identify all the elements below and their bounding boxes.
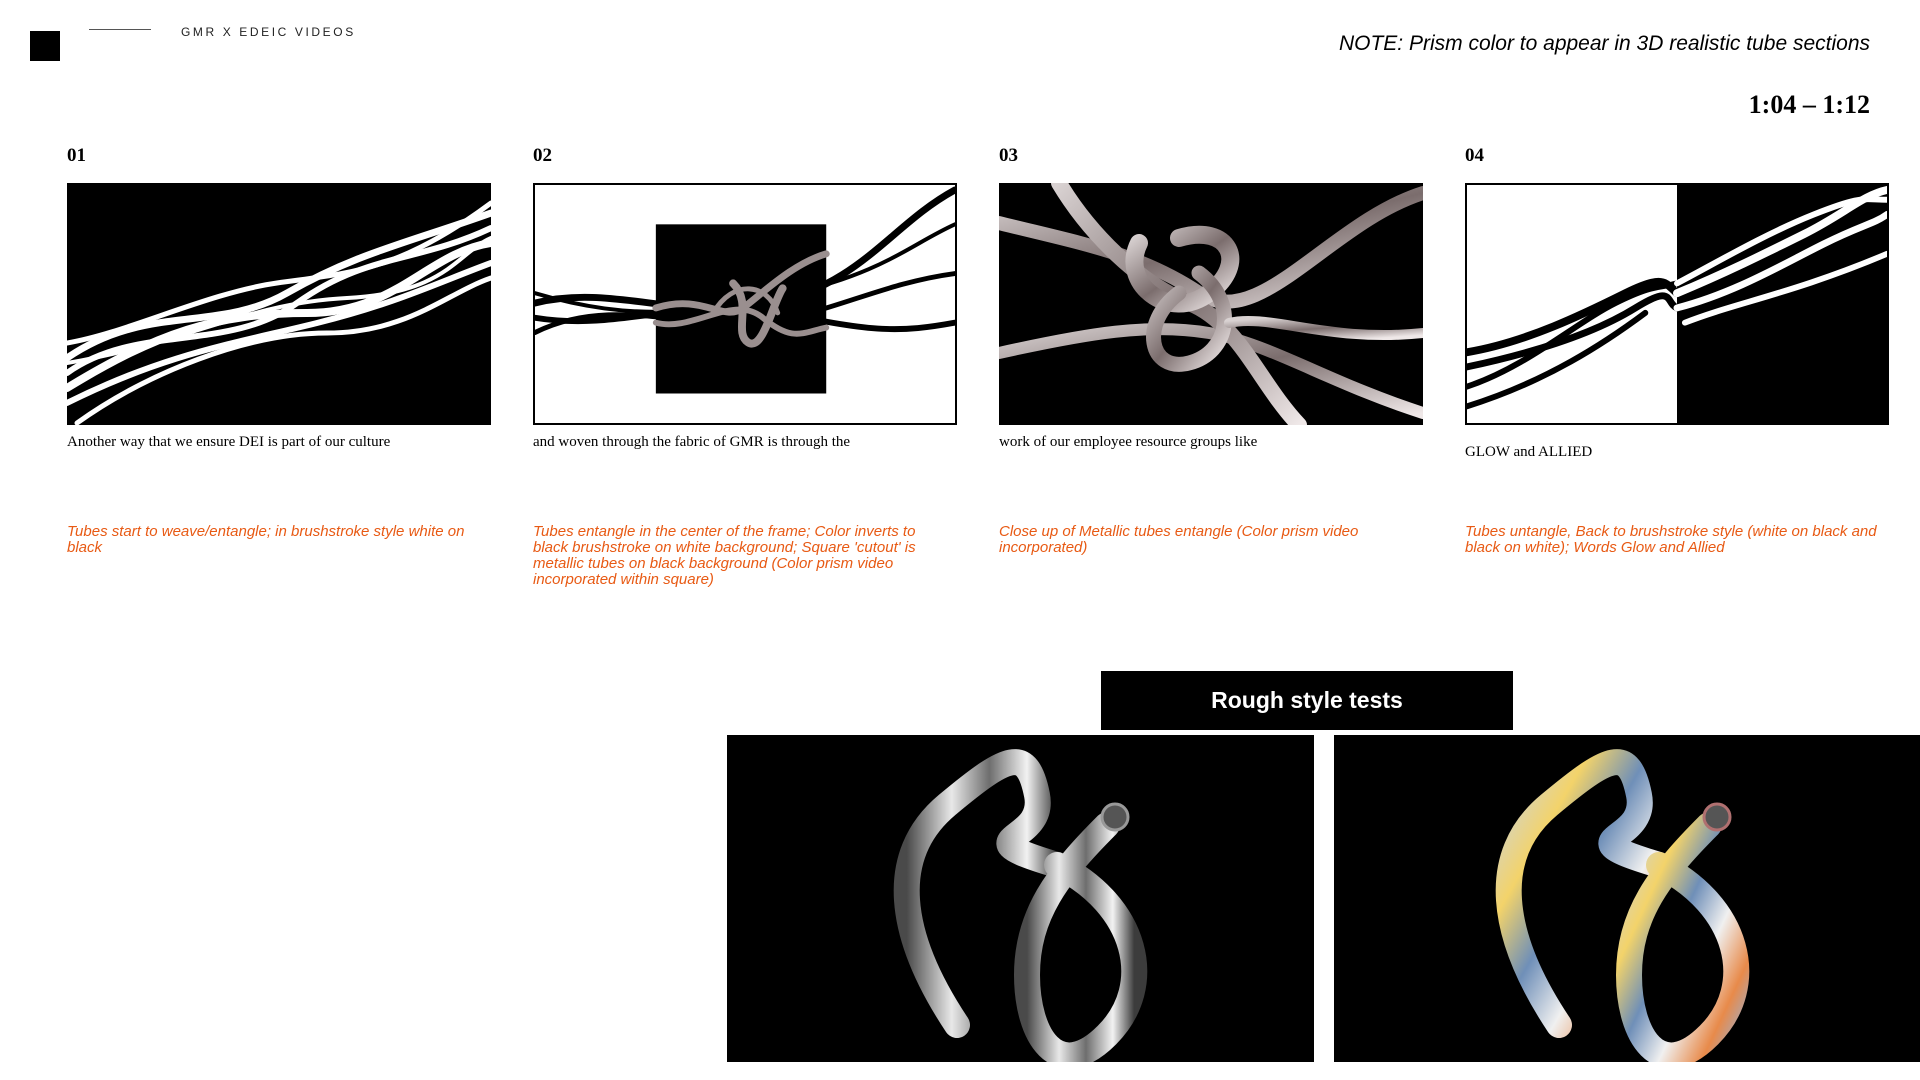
rough-test-image-chrome — [727, 735, 1314, 1062]
frame-image-03 — [999, 183, 1423, 425]
panel-caption: GLOW and ALLIED — [1465, 444, 1593, 460]
metallic-tubes-closeup — [999, 183, 1423, 425]
chrome-tube-render — [727, 735, 1314, 1062]
header-rule — [89, 29, 151, 30]
panel-direction: Tubes entangle in the center of the frame; Color inverts to black brushstroke on white background; Square 'cutout' is metallic tubes on black background (Color prism video incorporated within square) — [533, 523, 916, 588]
brushstroke-tubes-black-with-cutout — [535, 185, 955, 423]
prism-tube-render — [1334, 735, 1920, 1062]
storyboard-panel-04 — [1465, 145, 1889, 556]
frame-image-04 — [1465, 183, 1889, 425]
split-brushstroke-tubes — [1467, 185, 1887, 423]
panel-direction: Tubes start to weave/entangle; in brushstroke style white on black — [67, 523, 465, 556]
frame-image-01 — [67, 183, 491, 425]
storyboard-panel-01 — [67, 145, 491, 556]
panel-number: 03 — [999, 145, 1018, 166]
timecode: 1:04 – 1:12 — [1748, 90, 1870, 119]
brand-title: GMR X EDEIC VIDEOS — [181, 25, 356, 39]
panel-number: 02 — [533, 145, 552, 166]
note-text: NOTE: Prism color to appear in 3D realistic tube sections — [1338, 32, 1870, 55]
storyboard-panel-02 — [533, 145, 957, 588]
panel-number: 04 — [1465, 145, 1484, 166]
logo-square — [30, 31, 60, 61]
panel-number: 01 — [67, 145, 86, 166]
rough-style-tests-label: Rough style tests — [1101, 671, 1513, 730]
panel-caption: Another way that we ensure DEI is part of our culture — [67, 434, 391, 450]
frame-image-02 — [533, 183, 957, 425]
panel-caption: work of our employee resource groups like — [999, 434, 1258, 450]
panel-direction: Close up of Metallic tubes entangle (Color prism video incorporated) — [999, 523, 1359, 556]
storyboard-panel-03 — [999, 145, 1423, 556]
brushstroke-tubes-white — [67, 183, 491, 425]
panel-caption: and woven through the fabric of GMR is through the — [533, 434, 851, 450]
panel-direction: Tubes untangle, Back to brushstroke style (white on black and black on white); Words Glow and Allied — [1465, 523, 1877, 556]
rough-test-image-prism — [1334, 735, 1920, 1062]
